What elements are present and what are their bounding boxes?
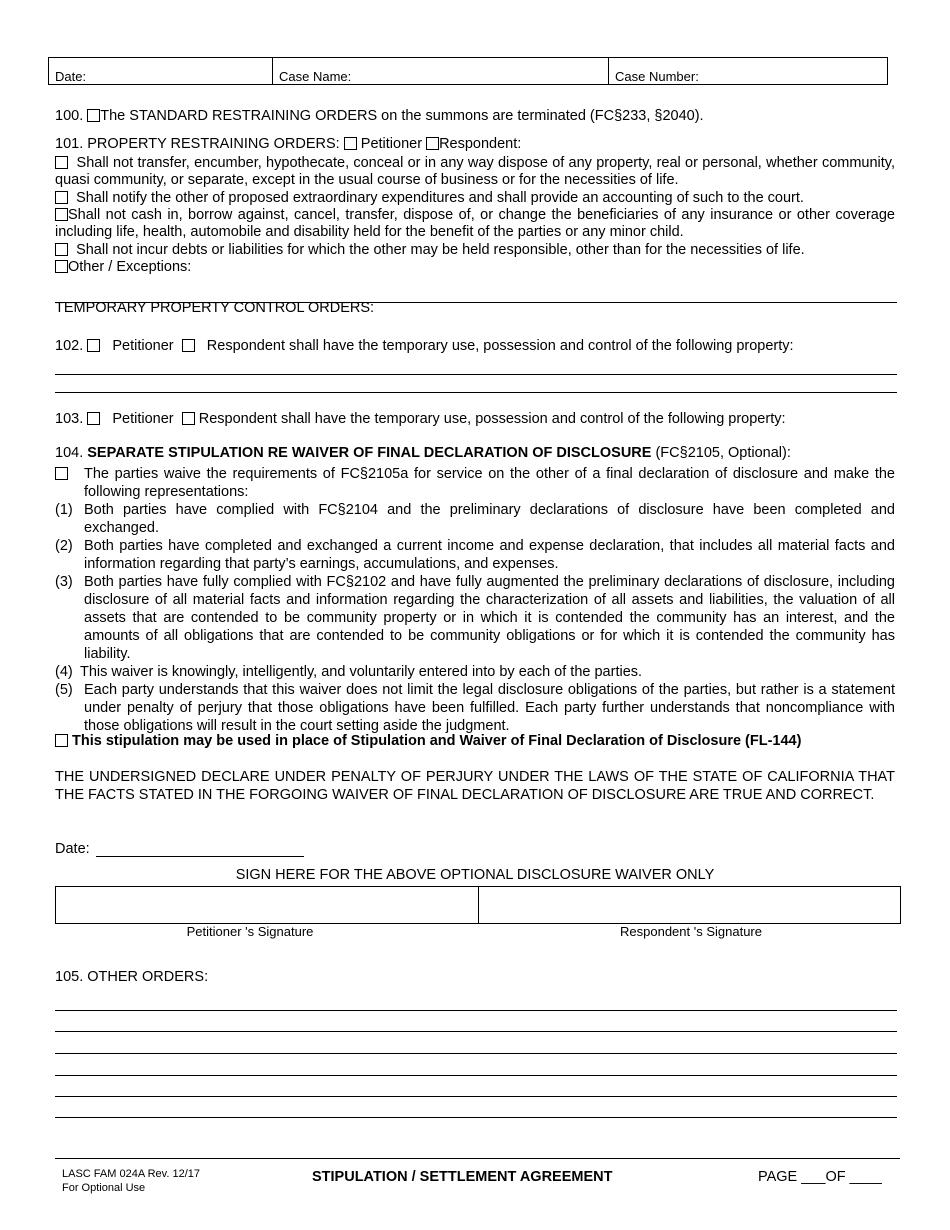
rep-5-text: Each party understands that this waiver does not limit the legal disclosure obligations of the parties, but rather is a statement under penalty of perjury that those obligations have been fulfilled. Each party further understands that noncompliance with those obligations will result in the court setting aside the judgment. bbox=[84, 682, 895, 734]
item-101-option-4-text: Shall not incur debts or liabilities for which the other may be held responsible, other than for the necessities of life. bbox=[76, 242, 805, 258]
case-number-label: Case Number: bbox=[615, 69, 699, 84]
rep-1-number: (1) bbox=[55, 502, 73, 518]
sign-date bbox=[55, 841, 90, 857]
respondent-signature-label: Respondent 's Signature bbox=[620, 924, 762, 939]
other-orders-line-4[interactable] bbox=[55, 1075, 897, 1076]
case-name-field[interactable] bbox=[273, 58, 609, 84]
item-101-option-2 bbox=[55, 190, 804, 206]
item-101-label: 101. PROPERTY RESTRAINING ORDERS: bbox=[55, 136, 340, 152]
item-100-text: The STANDARD RESTRAINING ORDERS on the summons are terminated (FC§233, §2040). bbox=[100, 108, 704, 124]
item-103-number: 103. bbox=[55, 411, 84, 427]
petitioner-signature-label: Petitioner 's Signature bbox=[186, 924, 314, 939]
rep-3 bbox=[55, 573, 895, 663]
item-104-title: SEPARATE STIPULATION RE WAIVER OF FINAL DECLARATION OF DISCLOSURE bbox=[87, 445, 652, 461]
item-102-fill-line-1[interactable] bbox=[55, 374, 897, 375]
signature-box bbox=[55, 886, 901, 924]
page-number: PAGE ___OF ____ bbox=[758, 1169, 882, 1185]
rep-1-text: Both parties have complied with FC§2104 and the preliminary declarations of disclosure have been completed and exchanged. bbox=[84, 502, 895, 536]
item-101-petitioner-checkbox[interactable] bbox=[344, 137, 357, 150]
item-101-option-5-checkbox[interactable] bbox=[55, 260, 68, 273]
item-101-option-5-text: Other / Exceptions: bbox=[68, 259, 192, 275]
item-101-petitioner-label: Petitioner bbox=[360, 136, 423, 152]
item-104-waiver-checkbox[interactable] bbox=[55, 467, 68, 480]
item-103-petitioner-label: Petitioner bbox=[112, 411, 174, 427]
case-name-label: Case Name: bbox=[279, 69, 352, 84]
date-field[interactable] bbox=[49, 58, 273, 84]
item-102-number: 102. bbox=[55, 338, 84, 354]
other-orders-line-6[interactable] bbox=[55, 1117, 897, 1118]
item-101-respondent-label: Respondent: bbox=[439, 136, 522, 152]
case-header bbox=[48, 57, 888, 85]
item-101-option-5 bbox=[55, 259, 191, 275]
optional-use: For Optional Use bbox=[62, 1182, 146, 1194]
item-104-fl144-checkbox[interactable] bbox=[55, 734, 68, 747]
item-102-petitioner-label: Petitioner bbox=[112, 338, 174, 354]
item-101-option-4-checkbox[interactable] bbox=[55, 243, 68, 256]
item-103-text: Respondent shall have the temporary use, possession and control of the following property: bbox=[198, 411, 786, 427]
temp-orders-title: TEMPORARY PROPERTY CONTROL ORDERS: bbox=[55, 300, 375, 316]
item-102 bbox=[55, 338, 794, 354]
rep-3-text: Both parties have fully complied with FC§2102 and have fully augmented the preliminary declarations of disclosure, including disclosure of all material facts and information regarding the characterization of all assets and liabilities, the valuation of all assets that are contended to be community property or in which it is contended the community has an interest, and the amounts of all obligations that are contended to be community obligations or for which it is contended the community has liability. bbox=[84, 574, 895, 662]
item-101-option-1-text: Shall not transfer, encumber, hypothecate, conceal or in any way dispose of any property, real or personal, whether community, quasi community, or separate, except in the usual course of business or for the necessities of life. bbox=[55, 155, 895, 188]
item-101-option-3-checkbox[interactable] bbox=[55, 208, 68, 221]
item-101-option-2-checkbox[interactable] bbox=[55, 191, 68, 204]
item-100-checkbox[interactable] bbox=[87, 109, 100, 122]
rep-1 bbox=[55, 501, 895, 537]
rep-4-number: (4) bbox=[55, 664, 73, 680]
item-101-option-2-text: Shall notify the other of proposed extraordinary expenditures and shall provide an accounting of such to the court. bbox=[76, 190, 804, 206]
sign-date-line[interactable] bbox=[96, 856, 304, 857]
item-101-option-1-checkbox[interactable] bbox=[55, 156, 68, 169]
item-101-respondent-checkbox[interactable] bbox=[426, 137, 439, 150]
item-102-respondent-checkbox[interactable] bbox=[182, 339, 195, 352]
other-orders-line-5[interactable] bbox=[55, 1096, 897, 1097]
item-100-number: 100. bbox=[55, 108, 84, 124]
respondent-signature-field[interactable] bbox=[479, 887, 901, 923]
other-orders-line-2[interactable] bbox=[55, 1031, 897, 1032]
item-101-option-1 bbox=[55, 155, 895, 189]
item-104-fl144 bbox=[55, 733, 801, 749]
other-orders-line-3[interactable] bbox=[55, 1053, 897, 1054]
date-label: Date: bbox=[55, 69, 87, 84]
item-105-label: 105. OTHER ORDERS: bbox=[55, 969, 209, 985]
item-101-option-3-text: Shall not cash in, borrow against, cancel, transfer, dispose of, or change the beneficiaries of any insurance or other coverage including life, health, automobile and disability held for the benefit of the parties or any minor child. bbox=[55, 207, 895, 240]
rep-5 bbox=[55, 681, 895, 735]
rep-2 bbox=[55, 537, 895, 573]
case-number-field[interactable] bbox=[609, 58, 887, 84]
other-orders-line-1[interactable] bbox=[55, 1010, 897, 1011]
item-103-respondent-checkbox[interactable] bbox=[182, 412, 195, 425]
item-101-option-4 bbox=[55, 242, 805, 258]
item-101-option-3 bbox=[55, 207, 895, 241]
rep-5-number: (5) bbox=[55, 682, 73, 698]
item-101-heading bbox=[55, 136, 521, 152]
rep-4-text: This waiver is knowingly, intelligently, and voluntarily entered into by each of the parties. bbox=[80, 664, 643, 680]
item-104-number: 104. bbox=[55, 445, 84, 461]
item-104-title-suffix: (FC§2105, Optional): bbox=[655, 445, 791, 461]
perjury-declaration: THE UNDERSIGNED DECLARE UNDER PENALTY OF PERJURY UNDER THE LAWS OF THE STATE OF CALIFORNIA THAT THE FACTS STATED IN THE FORGOING WAIVER OF FINAL DECLARATION OF DISCLOSURE ARE TRUE AND CORRECT. bbox=[55, 769, 895, 803]
sign-heading: SIGN HERE FOR THE ABOVE OPTIONAL DISCLOSURE WAIVER ONLY bbox=[235, 867, 715, 883]
item-103 bbox=[55, 411, 786, 427]
item-104-heading bbox=[55, 445, 791, 461]
petitioner-signature-field[interactable] bbox=[56, 887, 479, 923]
item-104-fl144-text: This stipulation may be used in place of Stipulation and Waiver of Final Declaration of Disclosure (FL-144) bbox=[72, 733, 802, 749]
rep-4 bbox=[55, 663, 895, 681]
item-100 bbox=[55, 108, 704, 124]
item-103-petitioner-checkbox[interactable] bbox=[87, 412, 100, 425]
rep-3-number: (3) bbox=[55, 574, 73, 590]
item-102-text: Respondent shall have the temporary use, possession and control of the following property: bbox=[206, 338, 794, 354]
form-id: LASC FAM 024A Rev. 12/17 bbox=[62, 1168, 200, 1180]
item-104-waiver bbox=[55, 465, 895, 501]
item-104-waiver-text: The parties waive the requirements of FC§2105a for service on the other of a final declaration of disclosure and make the following representations: bbox=[84, 466, 895, 500]
footer-title: STIPULATION / SETTLEMENT AGREEMENT bbox=[312, 1169, 613, 1185]
rep-2-text: Both parties have completed and exchanged a current income and expense declaration, that includes all material facts and information regarding that party’s earnings, accumulations, and expenses. bbox=[84, 538, 895, 572]
rep-2-number: (2) bbox=[55, 538, 73, 554]
footer-rule bbox=[55, 1158, 900, 1159]
item-102-fill-line-2[interactable] bbox=[55, 392, 897, 393]
item-102-petitioner-checkbox[interactable] bbox=[87, 339, 100, 352]
sign-date-label: Date: bbox=[55, 841, 90, 857]
